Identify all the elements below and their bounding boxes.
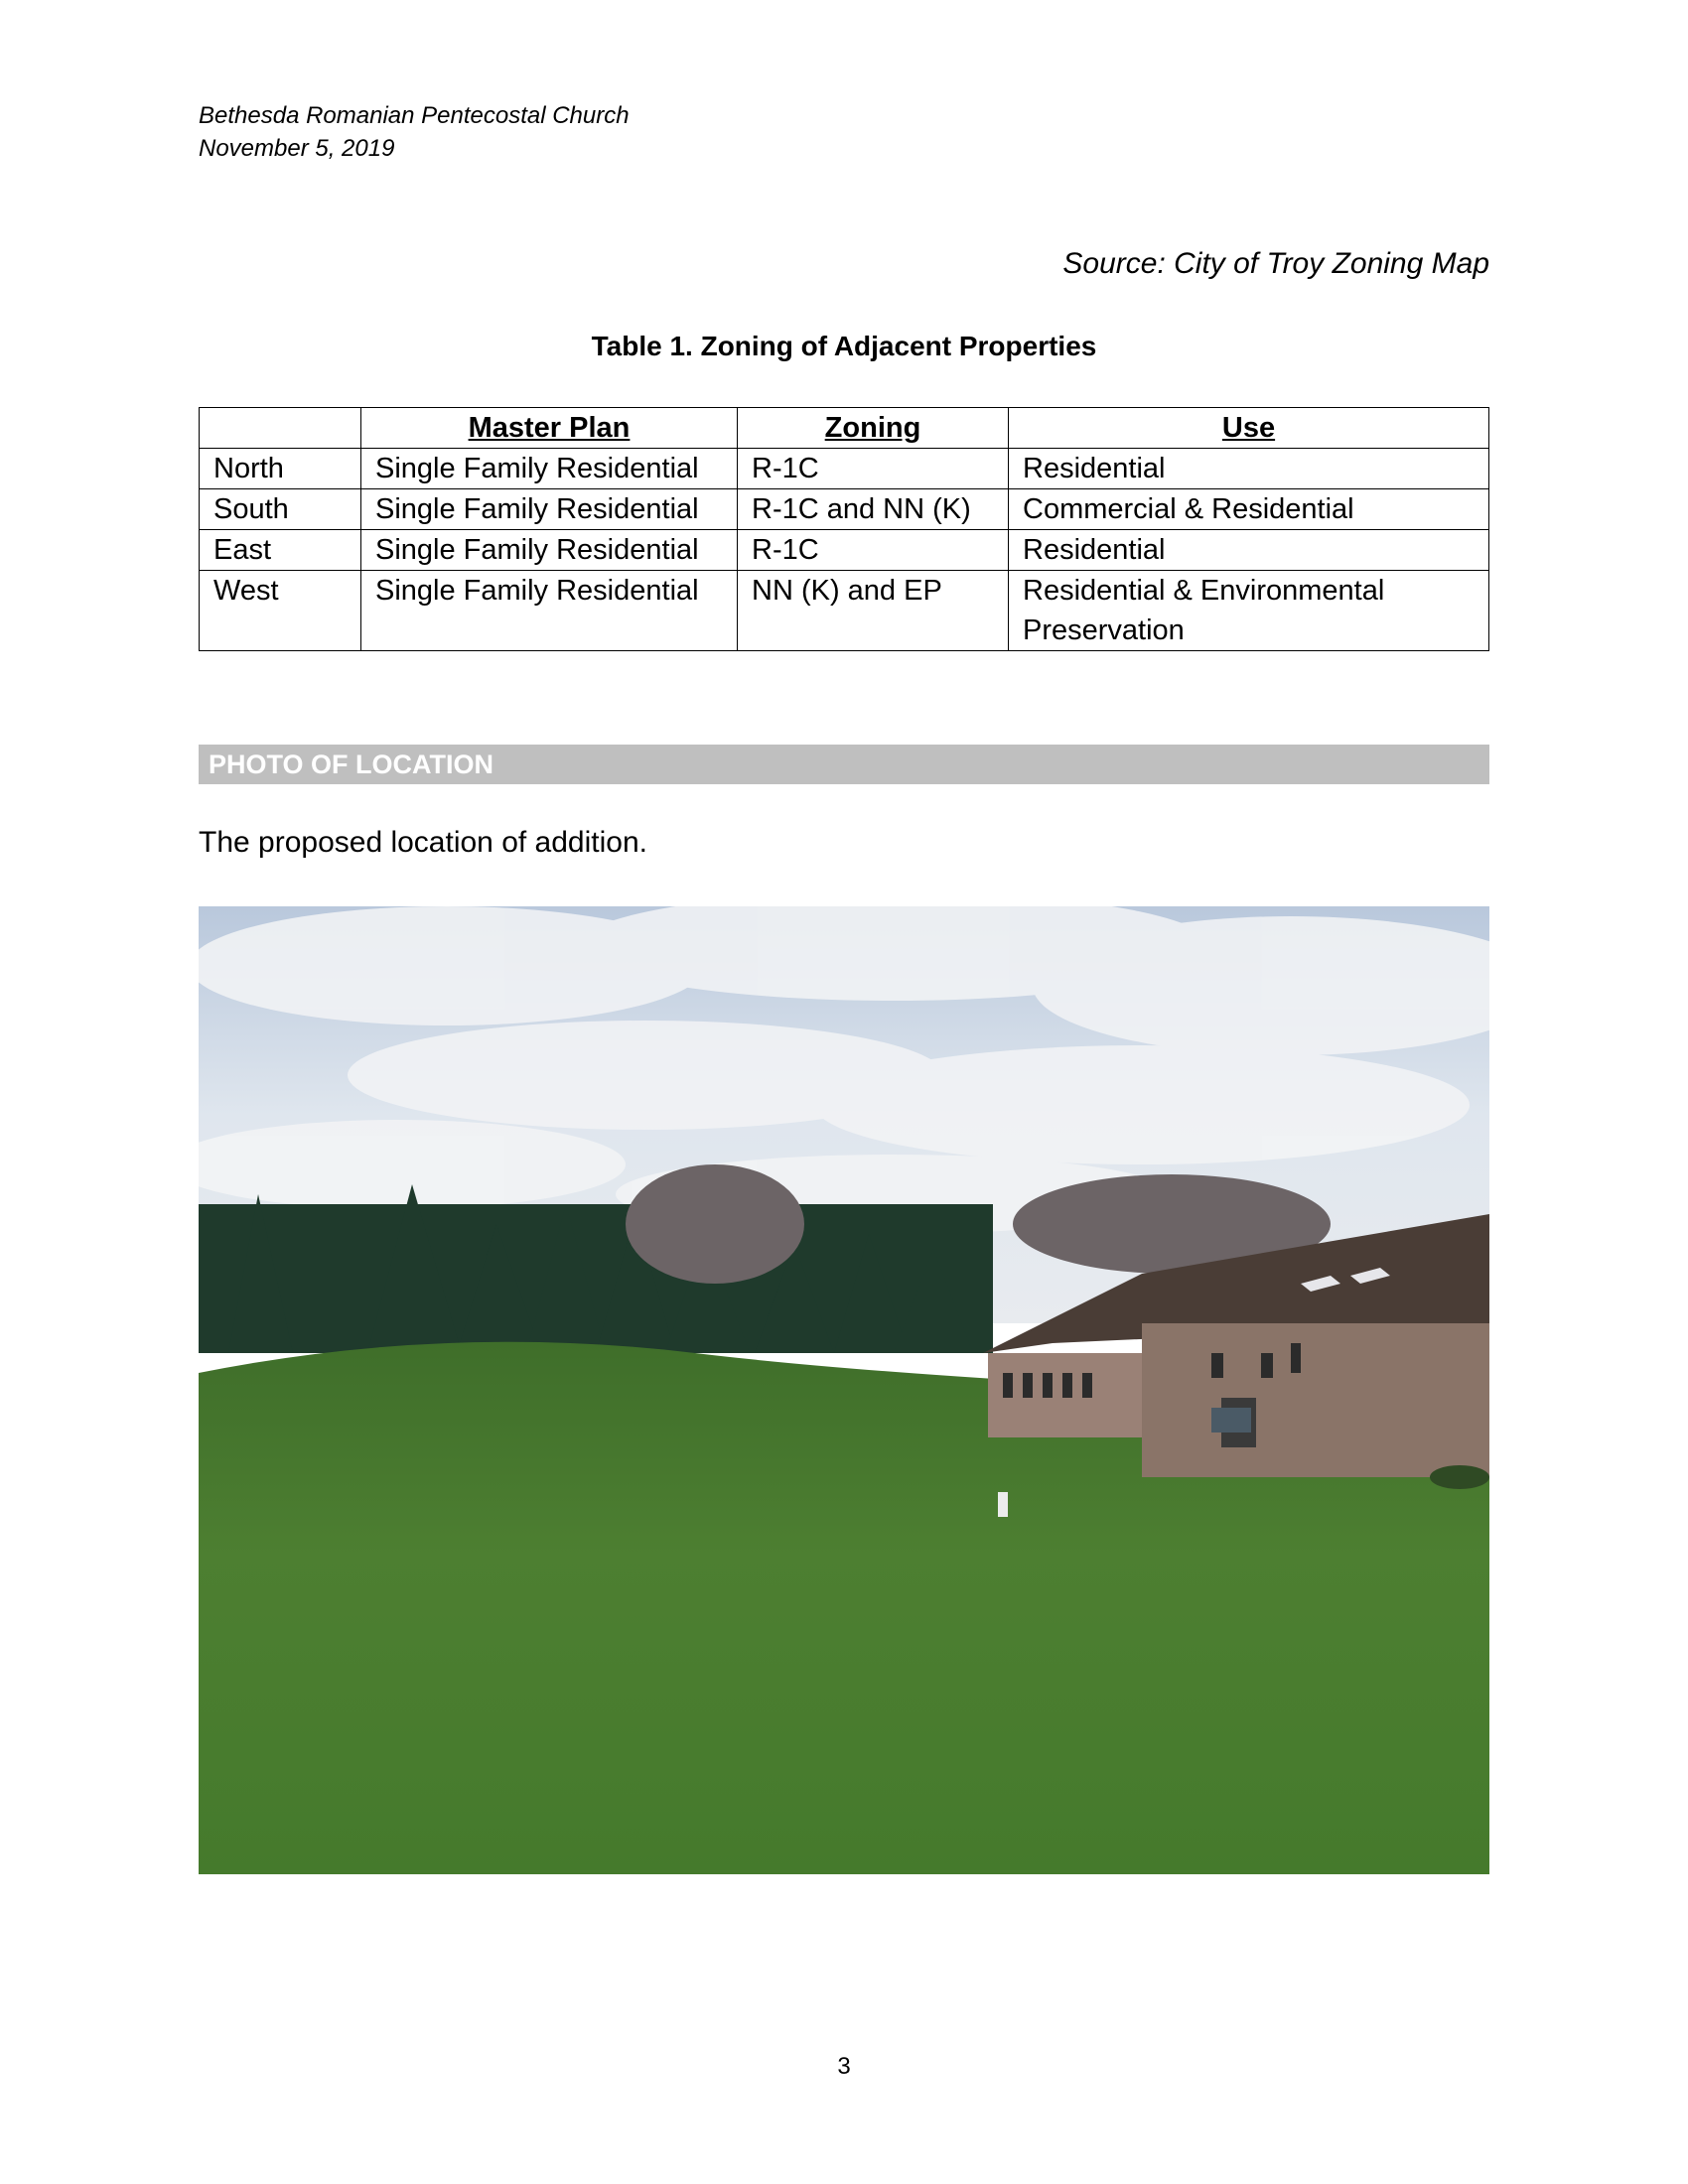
- header-organization: Bethesda Romanian Pentecostal Church: [199, 102, 630, 129]
- column-header-use: Use: [1009, 408, 1489, 449]
- table-row-south: [200, 489, 1489, 530]
- table-cell: R-1C: [738, 530, 1009, 571]
- column-header-zoning: Zoning: [738, 408, 1009, 449]
- table-cell: Residential: [1009, 449, 1489, 489]
- table-cell: West: [200, 571, 361, 651]
- location-photo: [199, 906, 1489, 1874]
- table-row-west: [200, 571, 1489, 651]
- table-cell: Residential: [1009, 530, 1489, 571]
- table-header-row: [200, 408, 1489, 449]
- table-cell: South: [200, 489, 361, 530]
- utility-marker: [998, 1492, 1008, 1517]
- table-cell: Commercial & Residential: [1009, 489, 1489, 530]
- table-cell: Single Family Residential: [361, 489, 738, 530]
- table-cell: Single Family Residential: [361, 571, 738, 651]
- page-number: 3: [837, 2053, 851, 2080]
- treeline: [199, 1184, 993, 1353]
- table-cell: Residential & Environmental Preservation: [1009, 571, 1489, 651]
- table-cell: East: [200, 530, 361, 571]
- section-heading-photo: PHOTO OF LOCATION: [199, 745, 1489, 784]
- table-cell: Single Family Residential: [361, 530, 738, 571]
- photo-caption: The proposed location of addition.: [199, 826, 647, 859]
- column-header-master-plan: Master Plan: [361, 408, 738, 449]
- table-title: Table 1. Zoning of Adjacent Properties: [591, 331, 1097, 361]
- table-cell: R-1C: [738, 449, 1009, 489]
- table-cell: North: [200, 449, 361, 489]
- column-header-direction: [200, 408, 361, 449]
- table-cell: R-1C and NN (K): [738, 489, 1009, 530]
- zoning-table: [199, 407, 1489, 651]
- table-cell: NN (K) and EP: [738, 571, 1009, 651]
- table-row-north: [200, 449, 1489, 489]
- table-row-east: [200, 530, 1489, 571]
- table-cell: Single Family Residential: [361, 449, 738, 489]
- source-note: Source: City of Troy Zoning Map: [1062, 247, 1489, 280]
- header-date: November 5, 2019: [199, 135, 395, 162]
